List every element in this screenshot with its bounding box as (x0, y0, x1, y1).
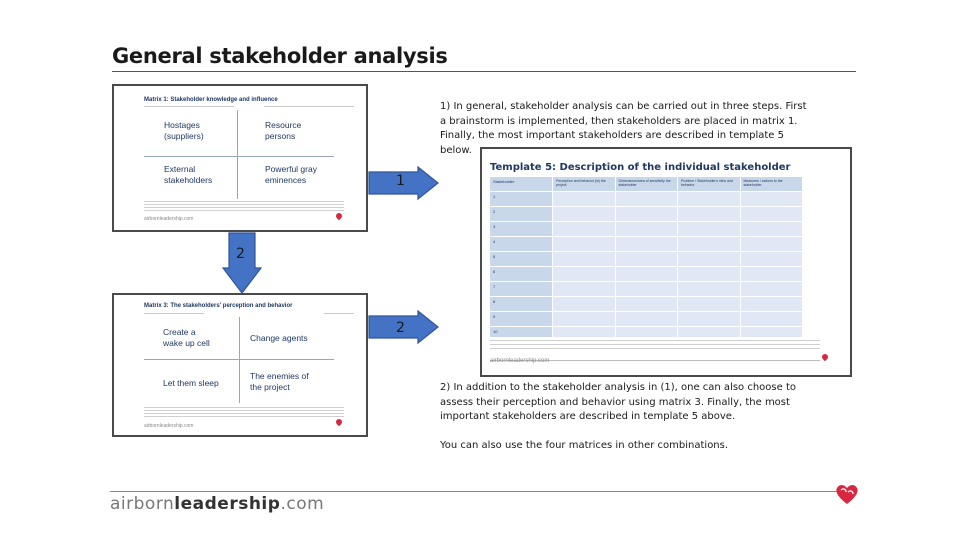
arrow1-label: 1 (396, 173, 405, 189)
row-number: 3 (490, 222, 552, 236)
table-cell (552, 252, 615, 266)
row-number: 4 (490, 237, 552, 251)
table-cell (552, 282, 615, 296)
table-cell (552, 192, 615, 206)
table-cell (615, 282, 678, 296)
table-header-cell: Stakeholder (490, 177, 552, 191)
table-cell (615, 267, 678, 281)
arrow2-label: 2 (396, 320, 405, 336)
footer-divider (110, 491, 854, 492)
table-cell (615, 252, 678, 266)
table-cell (677, 237, 740, 251)
table-cell (615, 222, 678, 236)
title-divider (112, 71, 856, 72)
matrix3-quadrant-bottom-right: The enemies of the project (250, 371, 309, 392)
heart-icon (335, 418, 343, 426)
step1-description: 1) In general, stakeholder analysis can be carried out in three steps. First a brainstorm is implemented, then stakeholders are placed in matrix 1. Finally, the most important stakeholders are described in template 5 below. (440, 101, 807, 156)
table-cell (740, 207, 803, 221)
row-number: 8 (490, 297, 552, 311)
logo-text-bold: leadership (174, 494, 281, 514)
combination-note: You can also use the four matrices in other combinations. (440, 440, 729, 451)
table-cell (740, 312, 803, 326)
matrix1-quadrant-bottom-right: Powerful gray eminences (265, 164, 317, 185)
table-cell (740, 252, 803, 266)
matrix1-quadrant-bottom-left: External stakeholders (164, 164, 213, 185)
logo-text-light: airborn (110, 494, 175, 514)
template5-notes (490, 337, 820, 351)
table-cell (677, 252, 740, 266)
table-header-cell: Problem / Stakeholder's view and behavior (677, 177, 740, 191)
matrix1-axis-caption (144, 105, 354, 109)
matrix3-footer: airbornleadership.com (144, 423, 194, 429)
table-cell (615, 297, 678, 311)
heart-icon (821, 353, 829, 361)
table-cell (740, 192, 803, 206)
template5-rows (490, 192, 802, 342)
matrix3-quadrant-top-left: Create a wake up cell (163, 327, 210, 348)
row-number: 10 (490, 327, 552, 341)
matrix1-quadrant-top-left: Hostages (suppliers) (164, 120, 204, 141)
matrix3-title: Matrix 3: The stakeholders' perception and behavior (144, 303, 293, 309)
table-cell (615, 192, 678, 206)
table-cell (740, 282, 803, 296)
matrix3-quadrant-bottom-left: Let them sleep (163, 378, 219, 388)
table-cell (552, 312, 615, 326)
table-cell (740, 267, 803, 281)
row-number: 6 (490, 267, 552, 281)
template5-title: Template 5: Description of the individual stakeholder (490, 162, 791, 173)
table-row (490, 282, 802, 297)
table-cell (677, 312, 740, 326)
logo-text-suffix: .com (280, 494, 325, 514)
matrix3-axis-caption (144, 312, 354, 315)
template5-table (490, 177, 802, 342)
table-row (490, 237, 802, 252)
table-cell (677, 207, 740, 221)
table-cell (677, 297, 740, 311)
table-cell (552, 267, 615, 281)
table-cell (615, 237, 678, 251)
step2-description: 2) In addition to the stakeholder analysis in (1), one can also choose to assess their perception and behavior using matrix 3. Finally, the most important stakeholders are described in template 5 above. (440, 382, 797, 422)
table-header-cell: Measures / actions to the stakeholder (740, 177, 803, 191)
row-number: 5 (490, 252, 552, 266)
table-cell (677, 222, 740, 236)
table-cell (552, 237, 615, 251)
table-cell (552, 207, 615, 221)
heart-icon (335, 212, 343, 220)
page-title: General stakeholder analysis (112, 44, 448, 68)
table-cell (740, 222, 803, 236)
footer-logo (110, 494, 324, 514)
table-cell (615, 207, 678, 221)
table-row (490, 222, 802, 237)
table-cell (615, 312, 678, 326)
template5-header-row (490, 177, 802, 192)
table-header-cell: Perception and behavior (in) the project (552, 177, 615, 191)
row-number: 1 (490, 192, 552, 206)
template5-thumbnail (480, 147, 852, 377)
matrix1-notes (144, 199, 344, 213)
row-number: 7 (490, 282, 552, 296)
row-number: 9 (490, 312, 552, 326)
table-cell (740, 237, 803, 251)
table-cell (552, 297, 615, 311)
table-cell (677, 267, 740, 281)
step2-label: 2 (236, 246, 245, 262)
matrix3-quadrant-top-right: Change agents (250, 333, 308, 343)
table-row (490, 312, 802, 327)
table-row (490, 297, 802, 312)
table-row (490, 207, 802, 222)
table-cell (740, 297, 803, 311)
matrix3-thumbnail (112, 293, 368, 437)
table-row (490, 192, 802, 207)
row-number: 2 (490, 207, 552, 221)
table-cell (677, 192, 740, 206)
matrix1-footer: airbornleadership.com (144, 216, 194, 222)
table-row (490, 252, 802, 267)
table-row (490, 267, 802, 282)
arrow-down-icon (222, 232, 262, 294)
matrix1-thumbnail (112, 84, 368, 232)
matrix3-notes (144, 405, 344, 419)
table-cell (552, 222, 615, 236)
table-cell (677, 282, 740, 296)
template5-footer: airbornleadership.com (490, 358, 550, 364)
matrix1-quadrant-top-right: Resource persons (265, 120, 302, 141)
heart-logo-icon (834, 482, 860, 506)
table-header-cell: Dimensions/area of sensitivity the stakeholder (615, 177, 678, 191)
matrix1-title: Matrix 1: Stakeholder knowledge and influence (144, 97, 278, 103)
